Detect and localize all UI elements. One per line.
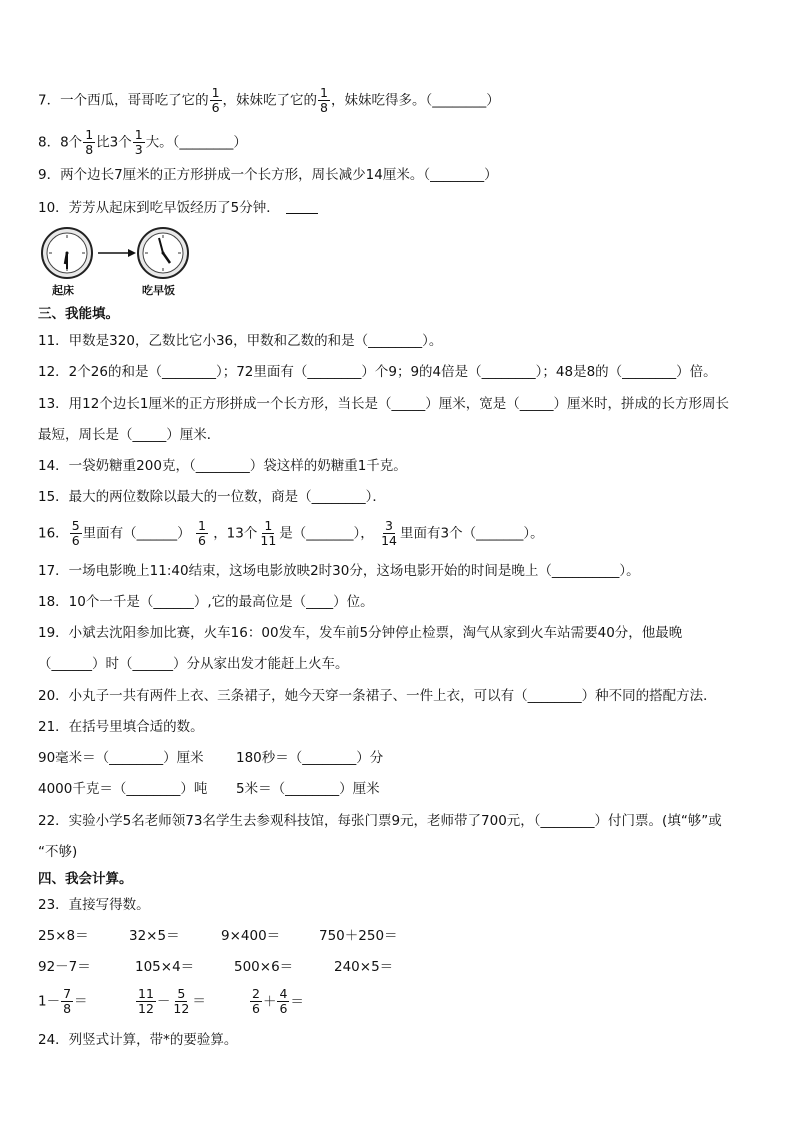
arrow-icon: [98, 249, 136, 257]
question-11: 11．甲数是320，乙数比它小36，甲数和乙数的和是（________）。: [38, 333, 443, 349]
fraction: $\frac{5}{6}$: [71, 518, 80, 548]
question-14: 14．一袋奶糖重200克，（________）袋这样的奶糖重1千克。: [38, 458, 407, 474]
fraction: $\frac{1}{8}$: [85, 127, 94, 157]
q21-row-2: [38, 779, 764, 799]
clock-label-wake: 起床: [52, 284, 74, 297]
question-21: 21．在括号里填合适的数。: [38, 719, 204, 735]
q16-text-e: 里面有3个（_______）。: [399, 525, 544, 542]
question-19-cont: （______）时（______）分从家出发才能赶上火车。: [38, 656, 349, 672]
calc-item: 750＋250＝: [319, 928, 398, 944]
question-24: 24．列竖式计算，带*的要验算。: [38, 1032, 238, 1048]
q21-item: 5米＝（________）厘米: [236, 781, 380, 797]
q8-text-a: 8．8个: [38, 134, 83, 151]
calc-item: 105×4＝: [135, 959, 195, 975]
question-12: 12．2个26的和是（________）；72里面有（________）个9；9的4倍是（________）；48是8的（________）倍。: [38, 364, 717, 380]
calc-item: 240×5＝: [334, 959, 394, 975]
question-10: [38, 198, 764, 218]
q8-text-b: 比3个: [96, 134, 132, 151]
question-20: 20．小丸子一共有两件上衣、三条裙子，她今天穿一条裙子、一件上衣，可以有（________）种不同的搭配方法．: [38, 688, 717, 704]
fraction: $\frac{1}{3}$: [134, 127, 143, 157]
q7-text-b: ，妹妹吃了它的: [222, 92, 318, 109]
calc-item: 92－7＝: [38, 959, 91, 975]
calc-item: 25×8＝: [38, 928, 89, 944]
q10-text: 10．芳芳从起床到吃早饭经历了5分钟．: [38, 200, 280, 216]
calc-item: 1－ $\frac{7}{8}$ ＝: [38, 986, 88, 1016]
question-9: 9．两个边长7厘米的正方形拼成一个长方形，周长减少14厘米。（________）: [38, 167, 498, 183]
q7-text-a: 7．一个西瓜，哥哥吃了它的: [38, 92, 209, 109]
section-heading-4: 四、我会计算。: [38, 871, 133, 887]
fraction: $\frac{1}{8}$: [320, 85, 328, 115]
question-7: [38, 86, 764, 115]
clock-icon: [138, 228, 188, 278]
answer-blank[interactable]: [286, 200, 318, 214]
question-13: 13．用12个边长1厘米的正方形拼成一个长方形，当长是（_____）厘米，宽是（_____）厘米时，拼成的长方形周长: [38, 396, 729, 412]
q16-text-a: 16．: [38, 525, 69, 542]
question-22: 22．实验小学5名老师领73名学生去参观科技馆，每张门票9元，老师带了700元，（________）付门票。(填“够”或: [38, 813, 722, 829]
calc-row-1: [38, 926, 764, 946]
clock-illustration: [40, 226, 195, 282]
q21-item: 4000千克＝（________）吨: [38, 781, 208, 797]
calc-item: 500×6＝: [234, 959, 294, 975]
question-15: 15．最大的两位数除以最大的一位数，商是（________）．: [38, 489, 386, 505]
calc-item: $\frac{2}{6}$ ＋ $\frac{4}{6}$ ＝: [252, 986, 304, 1016]
calc-item: 9×400＝: [221, 928, 281, 944]
section-heading-3: 三、我能填。: [38, 306, 119, 322]
fraction: $\frac{1}{11}$: [260, 518, 277, 548]
question-22-cont: “不够): [38, 844, 78, 860]
question-19: 19．小斌去沈阳参加比赛，火车16：00发车，发车前5分钟停止检票，淘气从家到火车站需要40分，他最晚: [38, 625, 683, 641]
clock-label-breakfast: 吃早饭: [142, 284, 175, 297]
q16-text-c: ，13个: [213, 525, 258, 542]
calc-item: $\frac{11}{12}$ － $\frac{5}{12}$ ＝: [138, 986, 206, 1016]
question-23: 23．直接写得数。: [38, 897, 150, 913]
q21-item: 90毫米＝（________）厘米: [38, 750, 204, 766]
q16-text-d: 是（_______），: [279, 525, 374, 542]
question-16: [38, 519, 764, 548]
calc-item: 32×5＝: [129, 928, 180, 944]
q7-text-c: ，妹妹吃得多。（________）: [331, 92, 500, 109]
question-18: 18．10个一千是（______）,它的最高位是（____）位。: [38, 594, 374, 610]
fraction: $\frac{1}{6}$: [211, 85, 220, 115]
q21-row-1: [38, 748, 764, 768]
clock-icon: [42, 228, 92, 278]
q8-text-c: 大。（________）: [145, 134, 247, 151]
question-8: [38, 128, 764, 157]
calc-row-2: [38, 957, 764, 977]
fraction: $\frac{3}{14}$: [381, 518, 397, 548]
question-13-cont: 最短，周长是（_____）厘米．: [38, 427, 221, 443]
calc-row-3: [38, 987, 764, 1016]
fraction: $\frac{1}{6}$: [197, 518, 206, 548]
q21-item: 180秒＝（________）分: [236, 750, 384, 766]
q16-text-b: 里面有（______）: [82, 525, 191, 542]
question-17: 17．一场电影晚上11:40结束，这场电影放映2时30分，这场电影开始的时间是晚上（__________）。: [38, 563, 640, 579]
